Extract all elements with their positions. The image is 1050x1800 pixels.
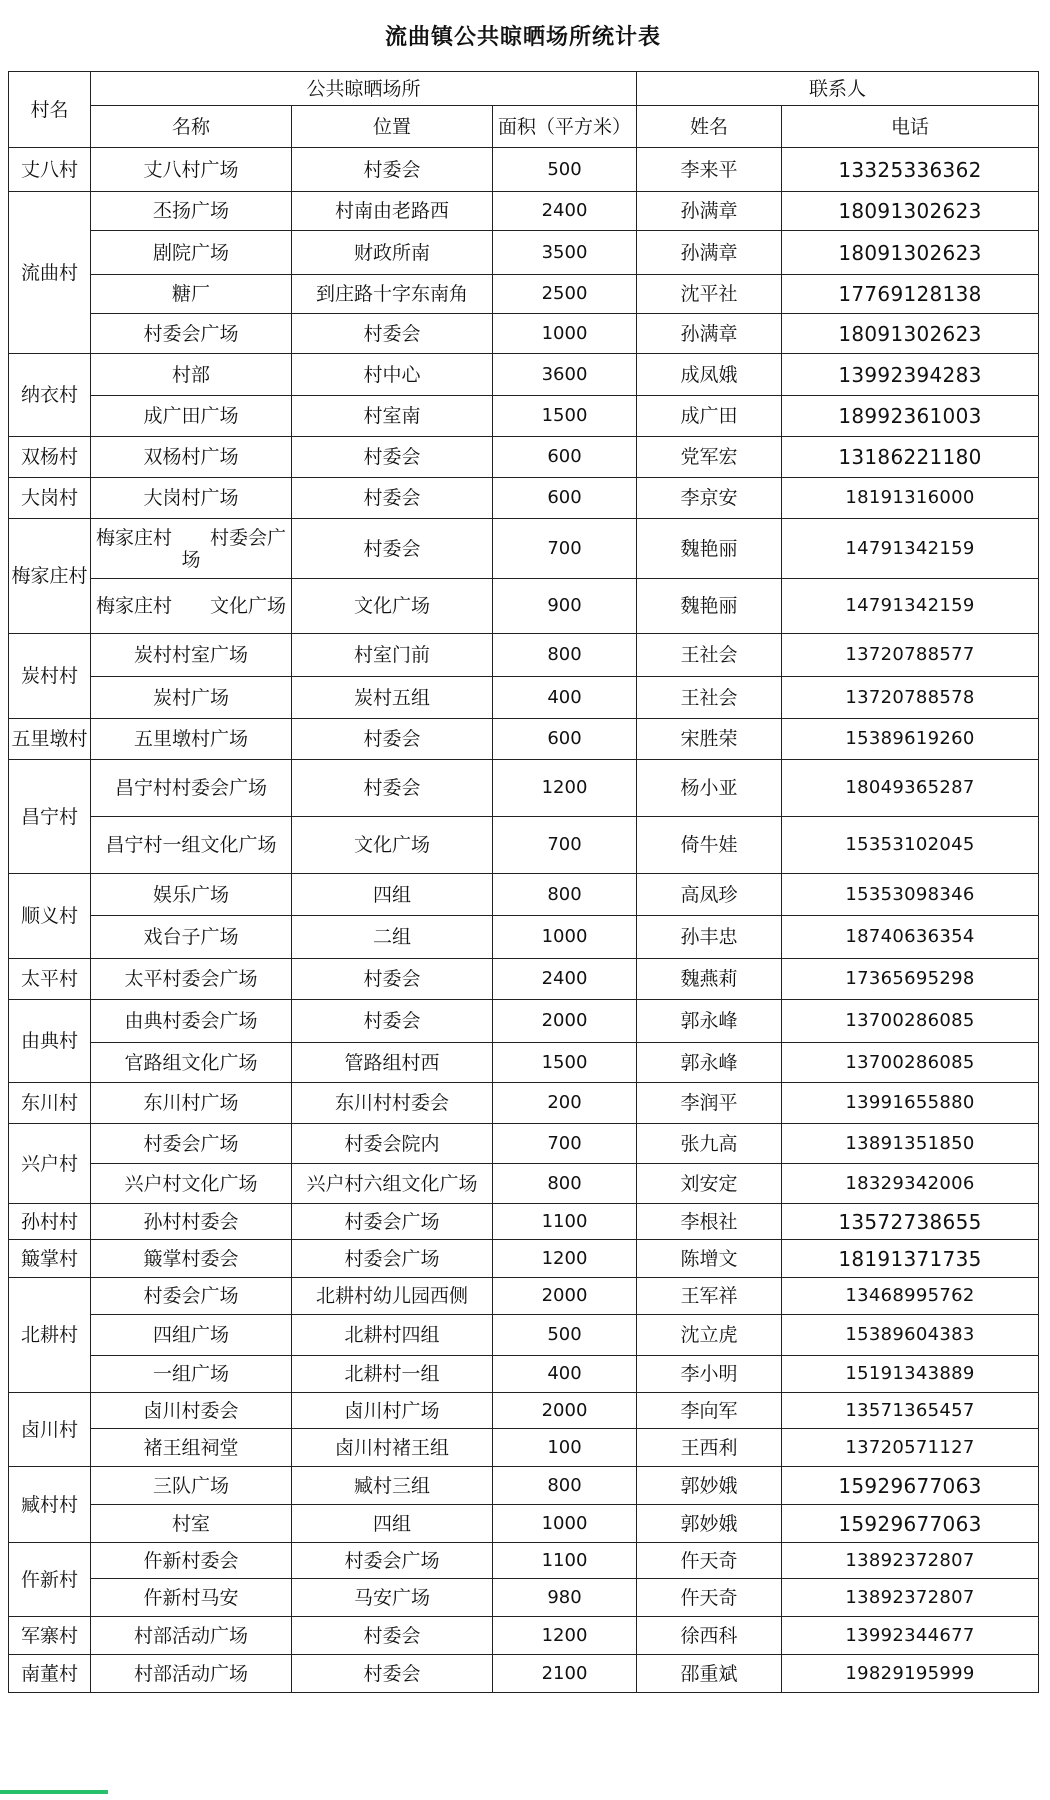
table-row: [9, 817, 1039, 874]
contact-phone-cell[interactable]: 13572738655: [782, 1204, 1039, 1240]
table-row: [9, 192, 1039, 231]
table-row: [9, 314, 1039, 354]
contact-name-cell[interactable]: 成凤娥: [637, 354, 782, 396]
table-row: [9, 148, 1039, 192]
site-name-cell[interactable]: 东川村广场: [91, 1083, 292, 1124]
site-area-cell[interactable]: 700: [493, 1124, 637, 1164]
site-location-cell[interactable]: 村委会: [292, 1617, 493, 1655]
contact-phone-cell[interactable]: 13468995762: [782, 1278, 1039, 1315]
table-row: [9, 437, 1039, 478]
site-area-cell[interactable]: 1100: [493, 1204, 637, 1240]
contact-phone-cell[interactable]: 15353098346: [782, 874, 1039, 916]
site-location-cell[interactable]: 东川村村委会: [292, 1083, 493, 1124]
site-area-cell[interactable]: 2000: [493, 1393, 637, 1429]
site-name-cell[interactable]: 丈八村广场: [91, 148, 292, 192]
site-area-cell[interactable]: 1200: [493, 1617, 637, 1655]
site-area-cell[interactable]: 2400: [493, 959, 637, 1000]
contact-phone-cell[interactable]: 13891351850: [782, 1124, 1039, 1164]
site-area-cell[interactable]: 500: [493, 1315, 637, 1356]
header-row-1: [9, 72, 1039, 106]
contact-name-cell[interactable]: 孙满章: [637, 314, 782, 354]
site-name-cell[interactable]: 五里墩村广场: [91, 719, 292, 760]
contact-name-cell[interactable]: 陈增文: [637, 1240, 782, 1278]
site-name-cell[interactable]: 大岗村广场: [91, 478, 292, 519]
contact-name-cell[interactable]: 李根社: [637, 1204, 782, 1240]
site-name-cell[interactable]: 剧院广场: [91, 231, 292, 275]
contact-phone-cell[interactable]: 14791342159: [782, 519, 1039, 579]
site-name-cell[interactable]: 太平村委会广场: [91, 959, 292, 1000]
table-row: [9, 1240, 1039, 1278]
header-person: 姓名: [637, 106, 782, 148]
site-location-cell[interactable]: 文化广场: [292, 817, 493, 874]
contact-phone-cell[interactable]: 13720788578: [782, 677, 1039, 719]
contact-name-cell[interactable]: 孙满章: [637, 192, 782, 231]
site-location-cell[interactable]: 北耕村一组: [292, 1356, 493, 1393]
contact-phone-cell[interactable]: 19829195999: [782, 1655, 1039, 1693]
site-area-cell[interactable]: 400: [493, 1356, 637, 1393]
contact-name-cell[interactable]: 李润平: [637, 1083, 782, 1124]
village-cell[interactable]: 簸掌村: [9, 1240, 91, 1278]
table-row: [9, 1204, 1039, 1240]
site-location-cell[interactable]: 村委会: [292, 719, 493, 760]
contact-name-cell[interactable]: 徐西科: [637, 1617, 782, 1655]
site-name-cell[interactable]: 仵新村委会: [91, 1543, 292, 1579]
site-location-cell[interactable]: 村委会: [292, 959, 493, 1000]
contact-name-cell[interactable]: 王军祥: [637, 1278, 782, 1315]
site-area-cell[interactable]: 700: [493, 817, 637, 874]
village-cell[interactable]: 梅家庄村: [9, 519, 91, 634]
contact-name-cell[interactable]: 杨小亚: [637, 760, 782, 817]
site-location-cell[interactable]: 村委会院内: [292, 1124, 493, 1164]
table-row: [9, 1655, 1039, 1693]
contact-phone-cell[interactable]: 15389604383: [782, 1315, 1039, 1356]
site-name-cell[interactable]: 由典村委会广场: [91, 1000, 292, 1043]
contact-name-cell[interactable]: 李小明: [637, 1356, 782, 1393]
village-cell[interactable]: 卤川村: [9, 1393, 91, 1467]
table-row: [9, 1083, 1039, 1124]
contact-name-cell[interactable]: 仵天奇: [637, 1579, 782, 1617]
site-area-cell[interactable]: 2000: [493, 1000, 637, 1043]
site-location-cell[interactable]: 北耕村幼儿园西侧: [292, 1278, 493, 1315]
village-cell[interactable]: 流曲村: [9, 192, 91, 354]
site-name-cell[interactable]: 昌宁村村委会广场: [91, 760, 292, 817]
site-location-cell[interactable]: 村南由老路西: [292, 192, 493, 231]
contact-phone-cell[interactable]: 18191371735: [782, 1240, 1039, 1278]
site-area-cell[interactable]: 3500: [493, 231, 637, 275]
contact-phone-cell[interactable]: 15929677063: [782, 1505, 1039, 1543]
site-area-cell[interactable]: 1200: [493, 1240, 637, 1278]
site-area-cell[interactable]: 800: [493, 634, 637, 677]
contact-name-cell[interactable]: 李京安: [637, 478, 782, 519]
site-area-cell[interactable]: 1200: [493, 760, 637, 817]
contact-phone-cell[interactable]: 14791342159: [782, 579, 1039, 634]
contact-name-cell[interactable]: 党军宏: [637, 437, 782, 478]
site-name-cell[interactable]: 成广田广场: [91, 396, 292, 437]
site-location-cell[interactable]: 村中心: [292, 354, 493, 396]
site-location-cell[interactable]: 村室门前: [292, 634, 493, 677]
village-cell[interactable]: 五里墩村: [9, 719, 91, 760]
contact-name-cell[interactable]: 孙满章: [637, 231, 782, 275]
selection-indicator: [0, 1790, 108, 1794]
contact-phone-cell[interactable]: 18992361003: [782, 396, 1039, 437]
site-name-cell[interactable]: 四组广场: [91, 1315, 292, 1356]
site-location-cell[interactable]: 村委会广场: [292, 1543, 493, 1579]
contact-phone-cell[interactable]: 17769128138: [782, 275, 1039, 314]
contact-phone-cell[interactable]: 13892372807: [782, 1543, 1039, 1579]
table-row: [9, 1505, 1039, 1543]
contact-phone-cell[interactable]: 15191343889: [782, 1356, 1039, 1393]
table-row: [9, 1356, 1039, 1393]
contact-name-cell[interactable]: 魏艳丽: [637, 519, 782, 579]
site-name-cell[interactable]: 村室: [91, 1505, 292, 1543]
table-row: [9, 396, 1039, 437]
table-row: [9, 1393, 1039, 1429]
contact-name-cell[interactable]: 魏燕莉: [637, 959, 782, 1000]
table-row: [9, 231, 1039, 275]
site-name-cell[interactable]: 一组广场: [91, 1356, 292, 1393]
village-cell[interactable]: 孙村村: [9, 1204, 91, 1240]
contact-name-cell[interactable]: 成广田: [637, 396, 782, 437]
contact-phone-cell[interactable]: 18091302623: [782, 231, 1039, 275]
site-location-cell[interactable]: 马安广场: [292, 1579, 493, 1617]
contact-phone-cell[interactable]: 13700286085: [782, 1000, 1039, 1043]
site-location-cell[interactable]: 村委会: [292, 148, 493, 192]
header-area: 面积（平方米）: [493, 106, 637, 148]
site-area-cell[interactable]: 200: [493, 1083, 637, 1124]
contact-name-cell[interactable]: 邵重斌: [637, 1655, 782, 1693]
contact-phone-cell[interactable]: 18329342006: [782, 1164, 1039, 1204]
contact-name-cell[interactable]: 王社会: [637, 634, 782, 677]
contact-phone-cell[interactable]: 13700286085: [782, 1043, 1039, 1083]
site-name-cell[interactable]: 兴户村文化广场: [91, 1164, 292, 1204]
village-cell[interactable]: 仵新村: [9, 1543, 91, 1617]
contact-name-cell[interactable]: 王西利: [637, 1429, 782, 1467]
contact-phone-cell[interactable]: 13186221180: [782, 437, 1039, 478]
site-name-cell[interactable]: 炭村村室广场: [91, 634, 292, 677]
table-row: [9, 1429, 1039, 1467]
site-location-cell[interactable]: 村委会: [292, 1000, 493, 1043]
site-name-cell[interactable]: 糖厂: [91, 275, 292, 314]
village-cell[interactable]: 由典村: [9, 1000, 91, 1083]
contact-phone-cell[interactable]: 18091302623: [782, 314, 1039, 354]
table-row: [9, 1124, 1039, 1164]
site-area-cell[interactable]: 1500: [493, 1043, 637, 1083]
contact-phone-cell[interactable]: 15353102045: [782, 817, 1039, 874]
contact-name-cell[interactable]: 沈立虎: [637, 1315, 782, 1356]
contact-phone-cell[interactable]: 15929677063: [782, 1467, 1039, 1505]
site-name-cell[interactable]: 双杨村广场: [91, 437, 292, 478]
site-area-cell[interactable]: 1100: [493, 1543, 637, 1579]
contact-phone-cell[interactable]: 13992344677: [782, 1617, 1039, 1655]
site-name-cell[interactable]: 村部: [91, 354, 292, 396]
site-location-cell[interactable]: 臧村三组: [292, 1467, 493, 1505]
contact-name-cell[interactable]: 刘安定: [637, 1164, 782, 1204]
contact-name-cell[interactable]: 王社会: [637, 677, 782, 719]
site-area-cell[interactable]: 600: [493, 719, 637, 760]
village-cell[interactable]: 双杨村: [9, 437, 91, 478]
site-name-cell[interactable]: 村委会广场: [91, 1124, 292, 1164]
site-name-cell[interactable]: 娱乐广场: [91, 874, 292, 916]
site-location-cell[interactable]: 卤川村褚王组: [292, 1429, 493, 1467]
header-name: 名称: [91, 106, 292, 148]
site-name-cell[interactable]: 仵新村马安: [91, 1579, 292, 1617]
contact-name-cell[interactable]: 宋胜荣: [637, 719, 782, 760]
village-cell[interactable]: 臧村村: [9, 1467, 91, 1543]
site-area-cell[interactable]: 1000: [493, 1505, 637, 1543]
site-area-cell[interactable]: 800: [493, 1467, 637, 1505]
contact-phone-cell[interactable]: 13991655880: [782, 1083, 1039, 1124]
site-location-cell[interactable]: 村室南: [292, 396, 493, 437]
contact-phone-cell[interactable]: 13571365457: [782, 1393, 1039, 1429]
site-location-cell[interactable]: 二组: [292, 916, 493, 959]
site-location-cell[interactable]: 村委会: [292, 478, 493, 519]
site-area-cell[interactable]: 600: [493, 478, 637, 519]
site-name-cell[interactable]: 褚王组祠堂: [91, 1429, 292, 1467]
contact-name-cell[interactable]: 郭妙娥: [637, 1467, 782, 1505]
contact-name-cell[interactable]: 郭永峰: [637, 1043, 782, 1083]
contact-phone-cell[interactable]: 13992394283: [782, 354, 1039, 396]
site-location-cell[interactable]: 兴户村六组文化广场: [292, 1164, 493, 1204]
site-location-cell[interactable]: 管路组村西: [292, 1043, 493, 1083]
village-cell[interactable]: 兴户村: [9, 1124, 91, 1204]
table-row: [9, 579, 1039, 634]
contact-phone-cell[interactable]: 18191316000: [782, 478, 1039, 519]
table-row: [9, 634, 1039, 677]
village-cell[interactable]: 东川村: [9, 1083, 91, 1124]
site-location-cell[interactable]: 北耕村四组: [292, 1315, 493, 1356]
site-area-cell[interactable]: 1000: [493, 916, 637, 959]
table-row: [9, 719, 1039, 760]
site-area-cell[interactable]: 3600: [493, 354, 637, 396]
contact-phone-cell[interactable]: 15389619260: [782, 719, 1039, 760]
site-location-cell[interactable]: 村委会: [292, 1655, 493, 1693]
site-location-cell[interactable]: 村委会: [292, 314, 493, 354]
site-name-cell[interactable]: 丕扬广场: [91, 192, 292, 231]
table-row: [9, 354, 1039, 396]
site-name-cell[interactable]: 梅家庄村 村委会广场: [91, 519, 292, 579]
site-name-cell[interactable]: 村委会广场: [91, 1278, 292, 1315]
contact-name-cell[interactable]: 郭永峰: [637, 1000, 782, 1043]
site-area-cell[interactable]: 800: [493, 874, 637, 916]
site-location-cell[interactable]: 村委会: [292, 437, 493, 478]
site-area-cell[interactable]: 1500: [493, 396, 637, 437]
site-area-cell[interactable]: 500: [493, 148, 637, 192]
contact-name-cell[interactable]: 魏艳丽: [637, 579, 782, 634]
site-name-cell[interactable]: 孙村村委会: [91, 1204, 292, 1240]
contact-name-cell[interactable]: 张九高: [637, 1124, 782, 1164]
village-cell[interactable]: 太平村: [9, 959, 91, 1000]
site-location-cell[interactable]: 村委会: [292, 519, 493, 579]
contact-phone-cell[interactable]: 13720788577: [782, 634, 1039, 677]
village-cell[interactable]: 军寨村: [9, 1617, 91, 1655]
site-area-cell[interactable]: 2100: [493, 1655, 637, 1693]
table-row: [9, 1467, 1039, 1505]
site-area-cell[interactable]: 980: [493, 1579, 637, 1617]
table-row: [9, 1617, 1039, 1655]
contact-name-cell[interactable]: 倚牛娃: [637, 817, 782, 874]
table-row: [9, 959, 1039, 1000]
contact-phone-cell[interactable]: 18740636354: [782, 916, 1039, 959]
site-name-cell[interactable]: 戏台子广场: [91, 916, 292, 959]
site-area-cell[interactable]: 700: [493, 519, 637, 579]
contact-name-cell[interactable]: 沈平社: [637, 275, 782, 314]
site-area-cell[interactable]: 2000: [493, 1278, 637, 1315]
table-row: [9, 1278, 1039, 1315]
table-row: [9, 478, 1039, 519]
site-location-cell[interactable]: 村委会广场: [292, 1204, 493, 1240]
page-title: 流曲镇公共晾晒场所统计表: [384, 25, 661, 50]
contact-name-cell[interactable]: 郭妙娥: [637, 1505, 782, 1543]
site-location-cell[interactable]: 村委会广场: [292, 1240, 493, 1278]
site-area-cell[interactable]: 2500: [493, 275, 637, 314]
site-area-cell[interactable]: 400: [493, 677, 637, 719]
site-name-cell[interactable]: 簸掌村委会: [91, 1240, 292, 1278]
site-name-cell[interactable]: 昌宁村一组文化广场: [91, 817, 292, 874]
village-cell[interactable]: 北耕村: [9, 1278, 91, 1393]
village-cell[interactable]: 纳衣村: [9, 354, 91, 437]
village-cell[interactable]: 昌宁村: [9, 760, 91, 874]
table-row: [9, 677, 1039, 719]
contact-phone-cell[interactable]: 13325336362: [782, 148, 1039, 192]
contact-phone-cell[interactable]: 13720571127: [782, 1429, 1039, 1467]
table-row: [9, 760, 1039, 817]
site-location-cell[interactable]: 炭村五组: [292, 677, 493, 719]
header-row-2: [9, 106, 1039, 148]
site-location-cell[interactable]: 四组: [292, 874, 493, 916]
site-name-cell[interactable]: 梅家庄村 文化广场: [91, 579, 292, 634]
table-row: [9, 1164, 1039, 1204]
contact-name-cell[interactable]: 仵天奇: [637, 1543, 782, 1579]
site-location-cell[interactable]: 到庄路十字东南角: [292, 275, 493, 314]
site-name-cell[interactable]: 三队广场: [91, 1467, 292, 1505]
drying-sites-table: [8, 71, 1039, 1693]
table-row: [9, 1000, 1039, 1043]
table-row: [9, 916, 1039, 959]
site-name-cell[interactable]: 村委会广场: [91, 314, 292, 354]
table-row: [9, 275, 1039, 314]
contact-phone-cell[interactable]: 18091302623: [782, 192, 1039, 231]
site-name-cell[interactable]: 卤川村委会: [91, 1393, 292, 1429]
site-area-cell[interactable]: 800: [493, 1164, 637, 1204]
contact-phone-cell[interactable]: 13892372807: [782, 1579, 1039, 1617]
site-location-cell[interactable]: 村委会: [292, 760, 493, 817]
site-name-cell[interactable]: 炭村广场: [91, 677, 292, 719]
site-area-cell[interactable]: 100: [493, 1429, 637, 1467]
contact-phone-cell[interactable]: 18049365287: [782, 760, 1039, 817]
table-row: [9, 1579, 1039, 1617]
site-name-cell[interactable]: 村部活动广场: [91, 1617, 292, 1655]
table-body: [9, 148, 1039, 1693]
site-location-cell[interactable]: 财政所南: [292, 231, 493, 275]
header-location: 位置: [292, 106, 493, 148]
site-location-cell[interactable]: 文化广场: [292, 579, 493, 634]
site-area-cell[interactable]: 1000: [493, 314, 637, 354]
site-name-cell[interactable]: 村部活动广场: [91, 1655, 292, 1693]
village-cell[interactable]: 南董村: [9, 1655, 91, 1693]
contact-name-cell[interactable]: 李来平: [637, 148, 782, 192]
header-village: 村名: [9, 72, 91, 148]
contact-phone-cell[interactable]: 17365695298: [782, 959, 1039, 1000]
site-location-cell[interactable]: 卤川村广场: [292, 1393, 493, 1429]
site-area-cell[interactable]: 600: [493, 437, 637, 478]
contact-name-cell[interactable]: 李向军: [637, 1393, 782, 1429]
village-cell[interactable]: 顺义村: [9, 874, 91, 959]
table-row: [9, 1543, 1039, 1579]
contact-name-cell[interactable]: 孙丰忠: [637, 916, 782, 959]
site-area-cell[interactable]: 900: [493, 579, 637, 634]
village-cell[interactable]: 丈八村: [9, 148, 91, 192]
site-location-cell[interactable]: 四组: [292, 1505, 493, 1543]
village-cell[interactable]: 大岗村: [9, 478, 91, 519]
contact-name-cell[interactable]: 高凤珍: [637, 874, 782, 916]
header-phone: 电话: [782, 106, 1039, 148]
header-site-group: 公共晾晒场所: [91, 72, 637, 106]
table-row: [9, 519, 1039, 579]
village-cell[interactable]: 炭村村: [9, 634, 91, 719]
table-row: [9, 1315, 1039, 1356]
table-row: [9, 1043, 1039, 1083]
header-contact-group: 联系人: [637, 72, 1039, 106]
site-area-cell[interactable]: 2400: [493, 192, 637, 231]
site-name-cell[interactable]: 官路组文化广场: [91, 1043, 292, 1083]
table-row: [9, 874, 1039, 916]
